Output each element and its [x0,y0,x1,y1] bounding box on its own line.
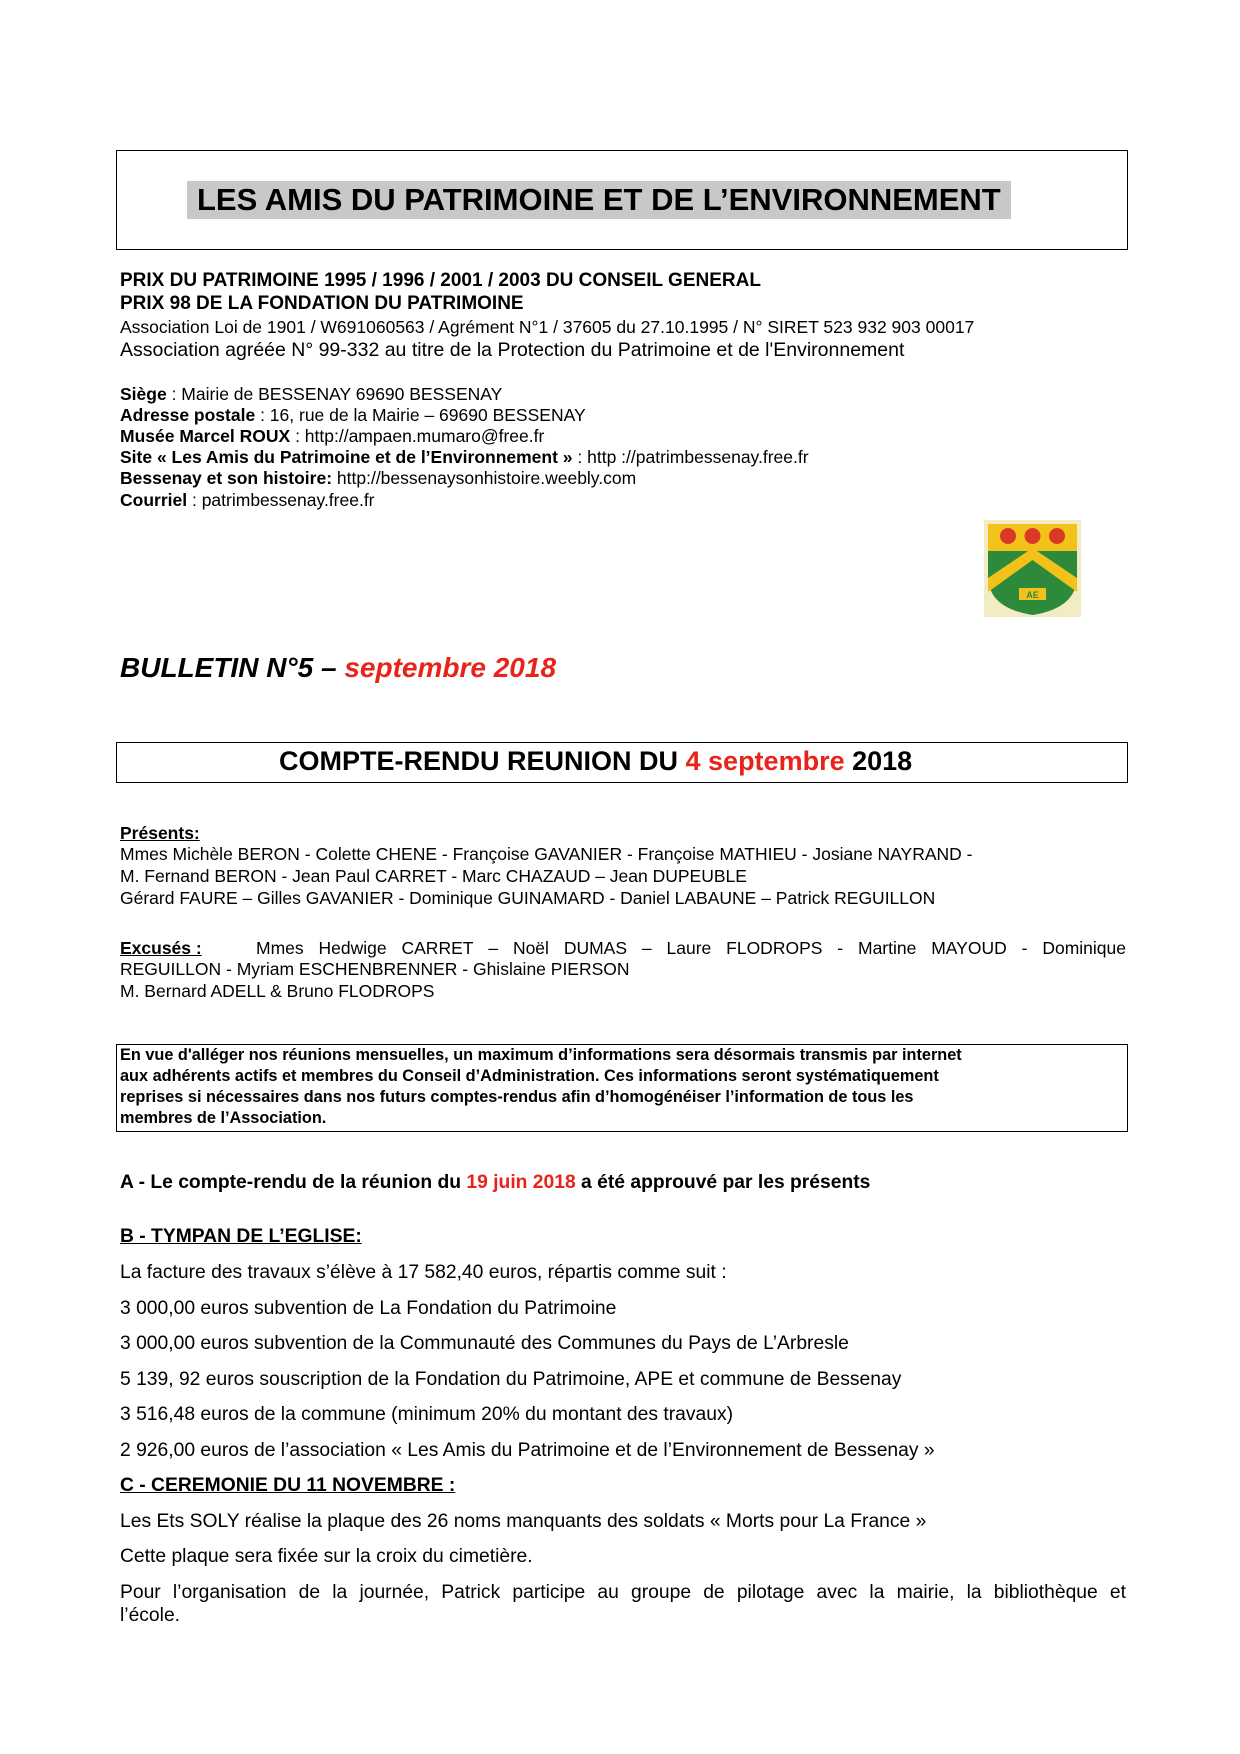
musee-link[interactable]: http://ampaen.mumaro@free.fr [304,426,545,446]
excuses-word: - [837,938,844,958]
courriel-link[interactable]: patrimbessenay.free.fr [201,490,375,510]
excuses-line-3: M. Bernard ADELL & Bruno FLODROPS [120,981,435,1001]
contact-histoire: Bessenay et son histoire: http://bessenaysonhistoire.weebly.com [120,468,637,488]
section-b-line: 2 926,00 euros de l’association « Les Amis du Patrimoine et de l’Environnement de Bessenay » [120,1440,935,1461]
section-c-line-1: Les Ets SOLY réalise la plaque des 26 noms manquants des soldats « Morts pour La France » [120,1511,927,1532]
prix-line-1: PRIX DU PATRIMOINE 1995 / 1996 / 2001 / 2003 DU CONSEIL GENERAL [120,270,761,291]
section-b-line: 3 516,48 euros de la commune (minimum 20% du montant des travaux) [120,1404,734,1425]
section-b-line: La facture des travaux s’élève à 17 582,40 euros, répartis comme suit : [120,1262,727,1283]
section-c-heading: C - CEREMONIE DU 11 NOVEMBRE : [120,1475,456,1496]
prix-line-2: PRIX 98 DE LA FONDATION DU PATRIMOINE [120,293,524,314]
contact-site: Site « Les Amis du Patrimoine et de l’Environnement » : http ://patrimbessenay.free.fr [120,447,809,467]
document-title: LES AMIS DU PATRIMOINE ET DE L’ENVIRONNEMENT [187,181,1011,219]
section-b-line: 5 139, 92 euros souscription de la Fondation du Patrimoine, APE et commune de Bessenay [120,1369,902,1390]
svg-text:AE: AE [1026,590,1039,600]
compte-rendu-heading: COMPTE-RENDU REUNION DU 4 septembre 2018 [279,746,913,776]
presents-line-3: Gérard FAURE – Gilles GAVANIER - Dominique GUINAMARD - Daniel LABAUNE – Patrick REGUILLON [120,888,936,908]
notice-line-3: reprises si nécessaires dans nos futurs comptes-rendus afin d’homogénéiser l’information de tous les [120,1088,914,1106]
association-approval: Association agréée N° 99-332 au titre de la Protection du Patrimoine et de l'Environnement [120,339,905,361]
excuses-word: CARRET [401,938,474,958]
excuses-word: – [641,938,652,958]
contact-courriel: Courriel : patrimbessenay.free.fr [120,490,375,510]
excuses-word: Hedwige [318,938,387,958]
notice-line-2: aux adhérents actifs et membres du Conseil d’Administration. Ces informations seront systématiquement [120,1067,939,1085]
excuses-heading: Excusés : [120,938,202,958]
section-c-line-2: Cette plaque sera fixée sur la croix du cimetière. [120,1546,533,1567]
section-b-heading: B - TYMPAN DE L’EGLISE: [120,1226,362,1247]
association-registration: Association Loi de 1901 / W691060563 / Agrément N°1 / 37605 du 27.10.1995 / N° SIRET 523 932 903 00017 [120,317,975,337]
section-c-line-3: Pour l’organisation de la journée, Patrick participe au groupe de pilotage avec la mairie, la bibliothèque et [120,1582,1126,1603]
histoire-link[interactable]: http://bessenaysonhistoire.weebly.com [336,468,637,488]
excuses-word: – [488,938,499,958]
presents-line-1: Mmes Michèle BERON - Colette CHENE - Françoise GAVANIER - Françoise MATHIEU - Josiane NAYRAND - [120,844,973,864]
excuses-word: DUMAS [563,938,628,958]
section-b-line: 3 000,00 euros subvention de la Communauté des Communes du Pays de L’Arbresle [120,1333,849,1354]
section-b-line: 3 000,00 euros subvention de La Fondation du Patrimoine [120,1298,617,1319]
excuses-line-1 [256,938,1126,959]
contact-siege: Siège : Mairie de BESSENAY 69690 BESSENAY [120,384,503,404]
contact-adresse: Adresse postale : 16, rue de la Mairie – 69690 BESSENAY [120,405,586,425]
notice-line-4: membres de l’Association. [120,1109,327,1127]
coat-of-arms-logo [984,520,1081,617]
contact-musee: Musée Marcel ROUX : http://ampaen.mumaro@free.fr [120,426,545,446]
presents-heading: Présents: [120,823,200,843]
section-a: A - Le compte-rendu de la réunion du 19 juin 2018 a été approuvé par les présents [120,1172,871,1193]
presents-line-2: M. Fernand BERON - Jean Paul CARRET - Marc CHAZAUD – Jean DUPEUBLE [120,866,747,886]
excuses-word: Dominique [1042,938,1126,958]
excuses-word: Laure [666,938,712,958]
section-c-line-4: l’école. [120,1605,181,1626]
excuses-word: Mmes [256,938,304,958]
notice-line-1: En vue d'alléger nos réunions mensuelles, un maximum d’informations sera désormais transmis par internet [120,1046,962,1064]
excuses-line-2: REGUILLON - Myriam ESCHENBRENNER - Ghislaine PIERSON [120,959,630,979]
excuses-word: FLODROPS [726,938,823,958]
site-link[interactable]: http ://patrimbessenay.free.fr [587,447,809,467]
bulletin-heading: BULLETIN N°5 – septembre 2018 [120,652,557,683]
excuses-word: Noël [512,938,549,958]
excuses-word: MAYOUD [931,938,1007,958]
excuses-word: - [1021,938,1028,958]
excuses-word: Martine [858,938,917,958]
